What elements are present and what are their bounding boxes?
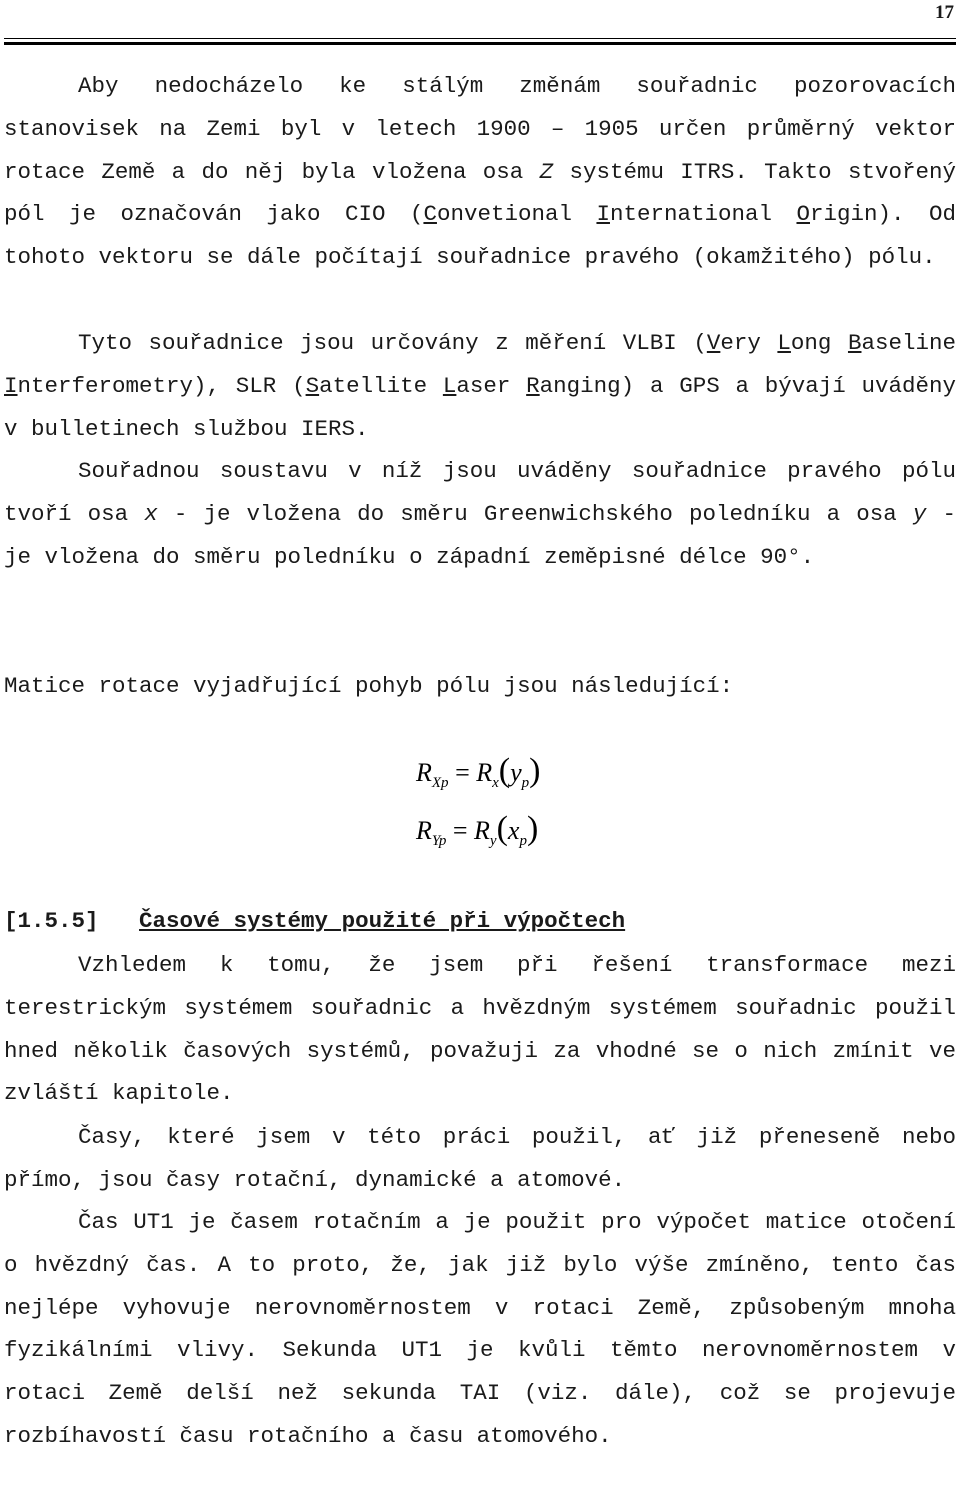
axis-z: Z	[539, 158, 554, 185]
header-rule-thin	[4, 38, 956, 39]
section-title: Časové systémy použité při výpočtech	[139, 908, 626, 934]
axis-y: y	[912, 500, 927, 527]
paragraph-time-systems: Vzhledem k tomu, že jsem při řešení transformace mezi terestrickým systémem souřadnic a hvězdným systémem souřadnic použil hned několik časových systémů, považuji za vhodné se o nich zmínit ve zvláští kapitole.	[4, 952, 956, 1107]
paragraph-time-types: Časy, které jsem v této práci použil, ať již přeneseně nebo přímo, jsou časy rotační, dynamické a atomové.	[4, 1124, 956, 1193]
page-number: 17	[935, 2, 954, 23]
paragraph-cio: Aby nedocházelo ke stálým změnám souřadnic pozorovacích stanovisek na Zemi byl v letech 1900 – 1905 určen průměrný vektor rotace Země a do něj byla vložena osa Z systému ITRS. Takto stvořený pól je označován jako CIO (Convetional International Origin). Od tohoto vektoru se dále počítají souřadnice pravého (okamžitého) pólu.	[4, 73, 956, 271]
formula-ryp: $R_{Yp} = R_y(x_p)$	[416, 810, 539, 849]
axis-x: x	[144, 500, 158, 527]
paragraph-pole-axes: Souřadnou soustavu v níž jsou uváděny souřadnice pravého pólu tvoří osa x - je vložena do směru Greenwichského poledníku a osa y - je vložena do směru poledníku o západní zeměpisné délce 90°.	[4, 458, 956, 570]
paragraph-ut1: Čas UT1 je časem rotačním a je použit pro výpočet matice otočení o hvězdný čas. A to proto, že, jak již bylo výše zmíněno, tento čas nejlépe vyhovuje nerovnoměrnostem v rotaci Země, způsobeným mnoha fyzikálními vlivy. Sekunda UT1 je kvůli těmto nerovnoměrnostem v rotaci Země delší než sekunda TAI (viz. dále), což se projevuje rozbíhavostí času rotačního a času atomového.	[4, 1209, 956, 1449]
formula-rxp: $R_{Xp} = R_x(y_p)$	[416, 752, 541, 791]
paragraph-measurement: Tyto souřadnice jsou určovány z měření VLBI (Very Long Baseline Interferometry), SLR (Satellite Laser Ranging) a GPS a bývají uváděny v bulletinech službou IERS.	[4, 330, 956, 442]
header-rule-thick	[4, 42, 956, 45]
section-number: [1.5.5]	[4, 908, 99, 934]
section-heading	[4, 900, 625, 943]
matrix-intro: Matice rotace vyjadřující pohyb pólu jsou následující:	[4, 673, 734, 699]
